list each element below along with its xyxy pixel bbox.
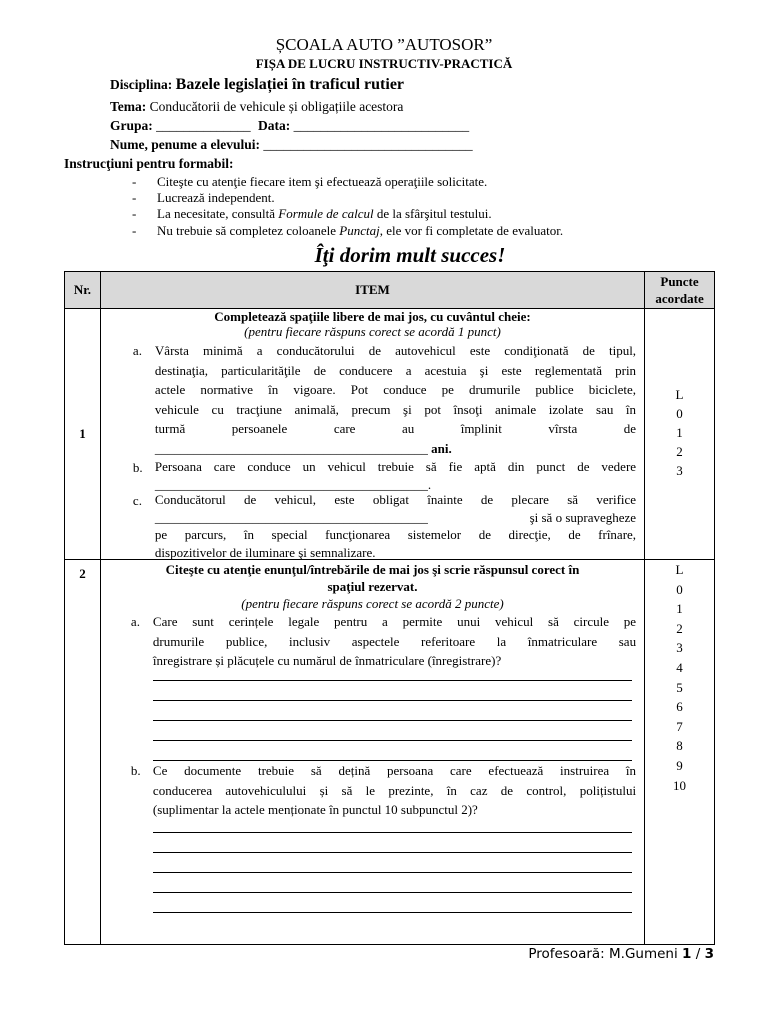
name-field[interactable]: _______________________________: [263, 137, 473, 152]
page-footer: Profesoară: M.Gumeni 1 / 3: [528, 946, 714, 962]
page-total: 3: [704, 946, 714, 962]
answer-blank[interactable]: __________________________________________: [154, 509, 428, 525]
page-number: 1: [682, 946, 692, 962]
points-option[interactable]: L: [675, 562, 684, 577]
worksheet-page: ȘCOALA AUTO ”AUTOSOR” FIȘA DE LUCRU INSTRUCTIV-PRACTICĂ Disciplina: Bazele legislației în traficul rutier Tema: Conducătorii de vehicule și obligațiile acestora Grupa: ______________ Data: __________________________ Nume, penume a elevului: _______________________________ Instrucţiuni pentru formabil: - Citeşte cu atenţie fiecare item şi efectuează operaţiile solicitate. - Lucrează independent. - La necesitate, consultă Formule de calcul de la sfârşitul testului. - Nu trebuie să completez coloanele Punctaj, ele vor fi completate de evaluator. Îţi dorim mult succes! Nr. ITEM Puncte acordate 1 Completează spaţiile libere de mai jos, cu cuvântul cheie: (pentru fiecare răspuns corect se acordă 1 punct) a. Vârsta minimă a conducătorului de autovehicul este condiţionată de tipul, destinaţia, particularităţile de conducere a acestuia şi este reglementată prin actele normative în vigoare. Pot conduce pe drumurile publice biciclete, vehicule cu tracţiune animală, precum şi pot însoţi animale izolate sau în turmă persoanele care au împlinit vîrsta de __________________________________________ ani. b. Persoana care conduce un vehicul trebuie să fie aptă din punct de vedere __________________________________________. c. Conducătorul de vehicul, este obligat înainte de plecare să verifice __________________________________________ şi să o supravegheze pe parcurs, în special funcţionarea sistemelor de direcţie, de frînare, dispozitivelor de iluminare şi semnalizare. L 0 1 2 3 2 Citeşte cu atenţie enunţul/întrebările de mai jos şi scrie răspunsul corect în spaţiul rezervat. (pentru fiecare răspuns corect se acordă 2 puncte) a. Care sunt cerințele legale pentru a permite unui vehicul să circule pe drumurile publice, inclusiv aspectele referitoare la înmatriculare sau înregistrare și plăcuțele cu numărul de înmatriculare (înregistrare)? b. Ce documente trebuie să dețină persoana care efectuează instruirea în conducerea autovehiculului și să le prezinte, în caz de control, polițistului (suplimentar la actele menționate în punctul 10 subpunctul 2)? L 0 1 2 3 4 5 6 7 8 9 10 Profesoară: M.Gumeni 1 / 3: [0, 0, 768, 1024]
subitem-c-text: Conducătorul de vehicul, este obligat înainte de plecare să verifice __________________________________________ şi să o supravegheze pe parcurs, în special funcţionarea sistemelor de direcţie, de frînare, dispozitivelor de iluminare şi semnalizare.: [154, 492, 637, 560]
answer-blank[interactable]: __________________________________________.: [154, 477, 432, 492]
question-note: (pentru fiecare răspuns corect se acordă 1 punct): [244, 324, 501, 339]
name-row: [110, 137, 473, 153]
subitem-a-text: Care sunt cerințele legale pentru a permite unui vehicul să circule pe drumurile publice, inclusiv aspectele referitoare la înmatriculare sau înregistrare și plăcuțele cu numărul de înmatriculare (înregistrare)?: [152, 614, 637, 668]
table-row: [65, 309, 715, 560]
subitem-letter: b.: [130, 763, 141, 778]
header-points: Puncte acordate: [645, 272, 715, 309]
subitem-letter: c.: [132, 493, 142, 508]
points-column: [645, 560, 715, 945]
question-title: Citeşte cu atenţie enunţul/întrebările de mai jos şi scrie răspunsul corect în spaţiul rezervat.: [165, 562, 580, 594]
subitem-letter: a.: [132, 343, 142, 358]
points-option[interactable]: 6: [676, 699, 683, 715]
points-option[interactable]: 7: [676, 718, 683, 734]
question-1-content: [100, 309, 644, 560]
points-option[interactable]: 4: [676, 659, 683, 675]
points-option[interactable]: 9: [676, 757, 683, 773]
question-title: Completează spaţiile libere de mai jos, cu cuvântul cheie:: [214, 309, 531, 324]
question-number: 1: [65, 309, 101, 560]
group-date-row: [110, 118, 469, 134]
instructions-title: Instrucţiuni pentru formabil:: [64, 156, 234, 171]
discipline-label: Disciplina:: [110, 77, 173, 92]
header-nr: Nr.: [65, 272, 101, 309]
table-header-row: [65, 272, 715, 309]
answer-blank[interactable]: __________________________________________: [154, 440, 428, 456]
points-option[interactable]: 5: [676, 679, 683, 695]
points-option[interactable]: 3: [676, 640, 683, 656]
points-option[interactable]: 0: [676, 581, 683, 597]
points-option[interactable]: 2: [676, 620, 683, 636]
school-name: ȘCOALA AUTO ”AUTOSOR”: [275, 35, 493, 54]
points-option[interactable]: 8: [676, 738, 683, 754]
header-item: ITEM: [100, 272, 644, 309]
teacher-name: Profesoară: M.Gumeni: [528, 946, 678, 962]
points-option[interactable]: L: [675, 387, 684, 402]
subitem-b-text: Ce documente trebuie să dețină persoana care efectuează instruirea în conducerea autovehiculului și să le prezinte, în caz de control, polițistului (suplimentar la actele menționate în punctul 10 subpunctul 2)?: [152, 763, 637, 817]
question-note: (pentru fiecare răspuns corect se acordă 2 puncte): [241, 596, 504, 611]
sheet-title: FIȘA DE LUCRU INSTRUCTIV-PRACTICĂ: [255, 56, 513, 71]
answer-area-b[interactable]: [101, 813, 644, 913]
subitem-a-text: Vârsta minimă a conducătorului de autovehicul este condiţionată de tipul, destinaţia, particularităţile de conducere a acestuia şi este reglementată prin actele normative în vigoare. Pot conduce pe drumurile publice biciclete, vehicule cu tracţiune animală, precum şi pot însoţi animale izolate sau în turmă persoanele care au împlinit vîrsta de __________________________________________ ani.: [154, 343, 637, 456]
points-option[interactable]: 1: [676, 425, 683, 440]
points-option[interactable]: 10: [673, 777, 687, 793]
points-option[interactable]: 3: [676, 463, 683, 478]
group-label: Grupa:: [110, 118, 153, 133]
subitem-letter: a.: [130, 614, 140, 629]
table-row: [65, 560, 715, 945]
group-field[interactable]: ______________: [156, 118, 251, 133]
name-label: Nume, penume a elevului:: [110, 137, 260, 152]
points-column: [645, 309, 715, 560]
subitem-letter: b.: [132, 460, 143, 475]
topic-label: Tema:: [110, 99, 147, 114]
date-field[interactable]: __________________________: [293, 118, 470, 133]
points-option[interactable]: 1: [676, 601, 683, 617]
answer-area-a[interactable]: [101, 661, 644, 761]
date-label: Data:: [258, 118, 291, 133]
question-2-content: [100, 560, 644, 945]
discipline-value: Bazele legislației în traficul rutier: [175, 76, 405, 93]
points-option[interactable]: 0: [676, 406, 683, 421]
subitem-b-text: Persoana care conduce un vehicul trebuie să fie aptă din punct de vedere __________________________________________.: [154, 459, 637, 492]
good-luck-message: Îţi dorim mult succes!: [314, 243, 506, 267]
points-option[interactable]: 2: [676, 444, 683, 459]
topic-value: Conducătorii de vehicule și obligațiile acestora: [149, 99, 404, 114]
topic-row: [110, 99, 403, 115]
question-number: 2: [65, 560, 101, 945]
items-table: [64, 271, 715, 945]
discipline-row: [110, 76, 404, 94]
